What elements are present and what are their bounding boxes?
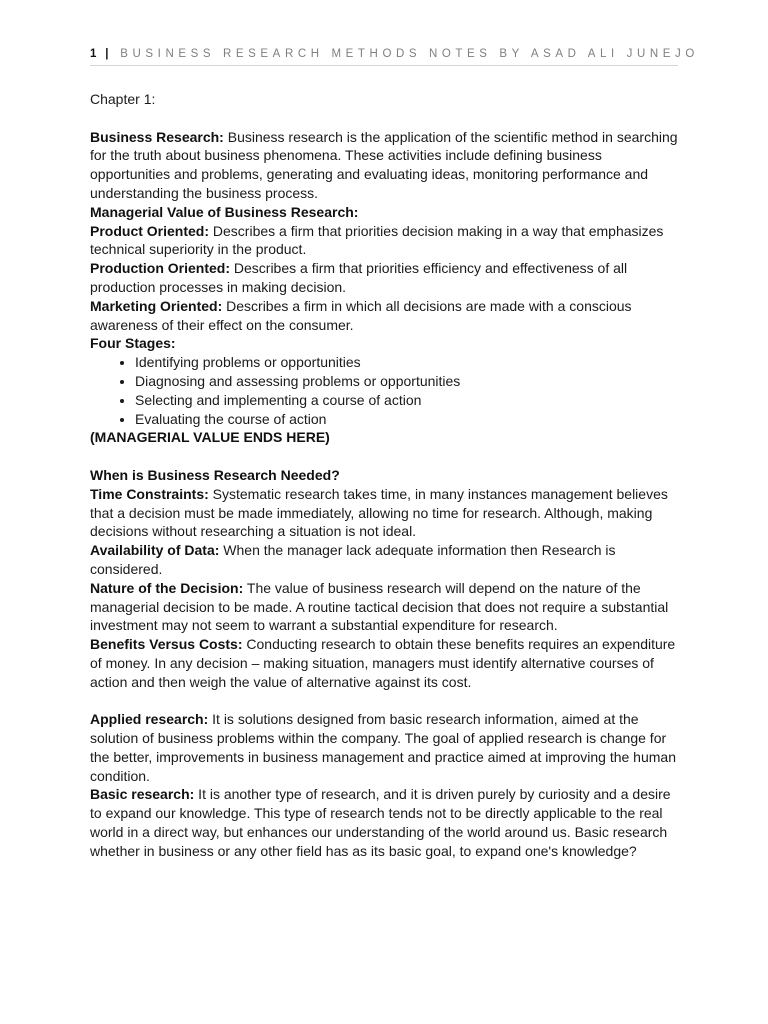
term-benefits-vs-costs: Benefits Versus Costs: xyxy=(90,636,243,653)
paragraph-applied-research xyxy=(90,710,682,785)
page-header xyxy=(90,48,699,66)
term-nature-of-decision: Nature of the Decision: xyxy=(90,579,244,596)
definition-applied-research: It is solutions designed from basic research information, aimed at the solution of business problems within the company. The goal of applied research is change for the better, improvements in business management and practice aimed at improving the human condition. xyxy=(90,711,676,784)
page-number: 1 xyxy=(90,48,98,60)
spacer xyxy=(90,109,682,128)
heading-when-needed-text: When is Business Research Needed? xyxy=(90,466,340,483)
definition-production-oriented: Describes a firm that priorities efficiency and effectiveness of all production processes in making decision. xyxy=(90,260,628,295)
paragraph-product-oriented xyxy=(90,222,682,260)
paragraph-production-oriented xyxy=(90,259,682,297)
header-separator: | xyxy=(105,48,113,60)
paragraph-availability-of-data xyxy=(90,541,682,579)
four-stages-list xyxy=(90,353,682,428)
header-title: BUSINESS RESEARCH METHODS NOTES BY ASAD ALI JUNEJO xyxy=(120,48,699,60)
definition-nature-of-decision: The value of business research will depend on the nature of the managerial decision to be made. A routine tactical decision that does not require a substantial investment may not seem to warrant a substantial expenditure for research. xyxy=(90,579,669,634)
document-body xyxy=(90,90,682,861)
term-time-constraints: Time Constraints: xyxy=(90,485,209,502)
managerial-end-note-text: (MANAGERIAL VALUE ENDS HERE) xyxy=(90,429,330,446)
heading-when-needed xyxy=(90,466,682,485)
list-item: • Evaluating the course of action xyxy=(135,410,682,429)
paragraph-nature-of-decision xyxy=(90,579,682,635)
paragraph-marketing-oriented xyxy=(90,297,682,335)
heading-managerial-value xyxy=(90,203,682,222)
term-applied-research: Applied research: xyxy=(90,711,209,728)
definition-availability-of-data: When the manager lack adequate information then Research is considered. xyxy=(90,542,616,577)
heading-four-stages-text: Four Stages: xyxy=(90,335,176,352)
paragraph-business-research xyxy=(90,128,682,203)
heading-four-stages xyxy=(90,334,682,353)
paragraph-time-constraints xyxy=(90,485,682,541)
definition-marketing-oriented: Describes a firm in which all decisions are made with a conscious awareness of their effect on the consumer. xyxy=(90,297,632,333)
list-item: • Diagnosing and assessing problems or opportunities xyxy=(135,372,682,391)
definition-benefits-vs-costs: Conducting research to obtain these benefits requires an expenditure of money. In any decision – making situation, managers must identify alternative courses of action and then weigh the value of alternative against its cost. xyxy=(90,636,676,690)
definition-basic-research: It is another type of research, and it is driven purely by curiosity and a desire to expand our knowledge. This type of research tends not to be directly applicable to the real world in a direct way, but enhances our understanding of the world around us. Basic research whether in business or any other field has as its basic goal, to expand one's knowledge? xyxy=(90,786,671,859)
chapter-title: Chapter 1: xyxy=(90,91,156,107)
spacer xyxy=(90,447,682,466)
paragraph-benefits-vs-costs xyxy=(90,635,682,691)
definition-business-research: Business research is the application of the scientific method in searching for the truth about business phenomena. These activities include defining business opportunities and problems, generating and evaluating ideas, monitoring performance and understanding the business process. xyxy=(90,128,678,201)
definition-time-constraints: Systematic research takes time, in many instances management believes that a decision must be made immediately, allowing no time for research. Although, making decisions without researching a situation is not ideal. xyxy=(90,485,668,540)
term-marketing-oriented: Marketing Oriented: xyxy=(90,297,223,314)
spacer xyxy=(90,692,682,711)
definition-product-oriented: Describes a firm that priorities decision making in a way that emphasizes technical superiority in the product. xyxy=(90,222,664,258)
term-availability-of-data: Availability of Data: xyxy=(90,542,220,559)
managerial-end-note xyxy=(90,428,682,447)
term-business-research: Business Research: xyxy=(90,128,224,145)
heading-managerial-value-text: Managerial Value of Business Research: xyxy=(90,203,359,220)
term-production-oriented: Production Oriented: xyxy=(90,260,230,277)
list-item: • Selecting and implementing a course of action xyxy=(135,391,682,410)
list-item: • Identifying problems or opportunities xyxy=(135,353,682,372)
term-product-oriented: Product Oriented: xyxy=(90,222,210,239)
paragraph-basic-research xyxy=(90,785,682,860)
term-basic-research: Basic research: xyxy=(90,786,195,803)
